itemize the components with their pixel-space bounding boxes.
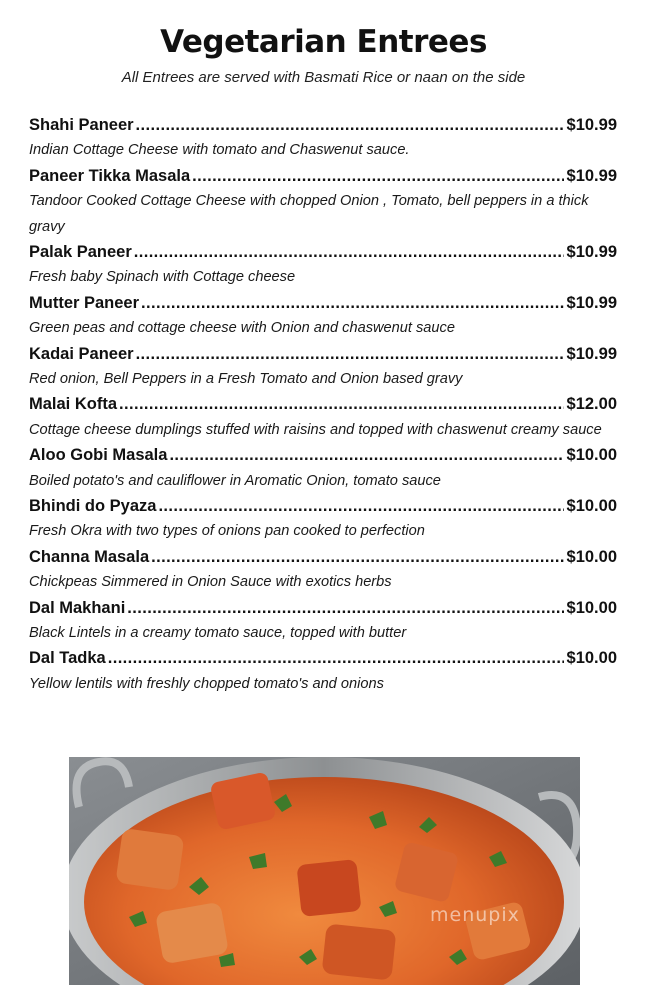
menu-item-row [29,240,617,265]
menu-item [29,646,617,697]
watermark-text: menupix [430,904,520,926]
item-description: Fresh Okra with two types of onions pan cooked to perfection [29,523,425,540]
item-price: $10.00 [566,547,617,566]
menu-item [29,164,617,240]
item-description: Indian Cottage Cheese with tomato and Chaswenut sauce. [29,142,410,159]
menu-item-row [29,443,617,468]
menu-item [29,494,617,545]
item-description: Chickpeas Simmered in Onion Sauce with exotics herbs [29,574,392,591]
item-price: $10.00 [566,446,617,465]
menu-item [29,113,617,164]
curry-bowl-image [69,757,580,985]
item-price: $10.99 [566,243,617,261]
menu-item-row [29,596,617,621]
page-subtitle: All Entrees are served with Basmati Rice or naan on the side [121,69,526,86]
item-description: Black Lintels in a creamy tomato sauce, topped with butter [29,624,407,641]
dot-leader [136,342,564,367]
menu-item-row [29,545,617,570]
menu-item-row [29,646,617,671]
item-name: Dal Tadka [29,649,106,668]
dot-leader [136,113,564,138]
dot-leader [141,291,564,316]
menu-item-row [29,494,617,519]
item-price: $12.00 [566,395,617,414]
dot-leader [169,443,563,468]
food-photo [69,757,580,985]
item-price: $10.00 [566,496,617,515]
item-description: Green peas and cottage cheese with Onion and chaswenut sauce [29,320,455,337]
menu-item-row [29,113,617,138]
menu-item [29,545,617,596]
menu-list [29,113,617,697]
menu-item [29,342,617,393]
page-title: Vegetarian Entrees [160,24,487,60]
item-name: Dal Makhani [29,598,126,617]
item-description: Cottage cheese dumplings stuffed with raisins and topped with chaswenut creamy sauce [29,421,602,438]
menu-item-row [29,291,617,316]
item-name: Mutter Paneer [29,293,140,312]
item-name: Malai Kofta [29,395,118,414]
item-price: $10.99 [566,344,617,363]
item-name: Kadai Paneer [29,344,134,363]
dot-leader [158,494,563,519]
menu-item [29,443,617,494]
dot-leader [134,240,564,265]
dot-leader [127,596,563,621]
item-name: Palak Paneer [29,243,132,261]
dot-leader [151,545,563,570]
dot-leader [119,392,564,417]
item-name: Paneer Tikka Masala [29,166,191,185]
item-name: Shahi Paneer [29,116,134,134]
menu-item-row [29,392,617,417]
item-price: $10.99 [566,116,617,134]
menu-item [29,291,617,342]
item-description: Boiled potato's and cauliflower in Aromatic Onion, tomato sauce [29,472,441,489]
menu-item [29,240,617,291]
menu-item-row [29,164,617,189]
menu-item [29,392,617,443]
item-price: $10.00 [566,649,617,668]
menu-item-row [29,342,617,367]
item-description: Tandoor Cooked Cottage Cheese with chopped Onion , Tomato, bell peppers in a thick gravy [29,193,589,235]
item-name: Channa Masala [29,547,150,566]
item-price: $10.99 [566,166,617,185]
dot-leader [192,164,563,189]
menu-item [29,596,617,647]
item-name: Bhindi do Pyaza [29,496,157,515]
item-description: Fresh baby Spinach with Cottage cheese [29,269,296,286]
item-name: Aloo Gobi Masala [29,446,168,465]
item-price: $10.00 [566,598,617,617]
item-description: Yellow lentils with freshly chopped tomato's and onions [29,675,384,692]
item-price: $10.99 [566,293,617,312]
dot-leader [108,646,564,671]
item-description: Red onion, Bell Peppers in a Fresh Tomato and Onion based gravy [29,370,463,387]
